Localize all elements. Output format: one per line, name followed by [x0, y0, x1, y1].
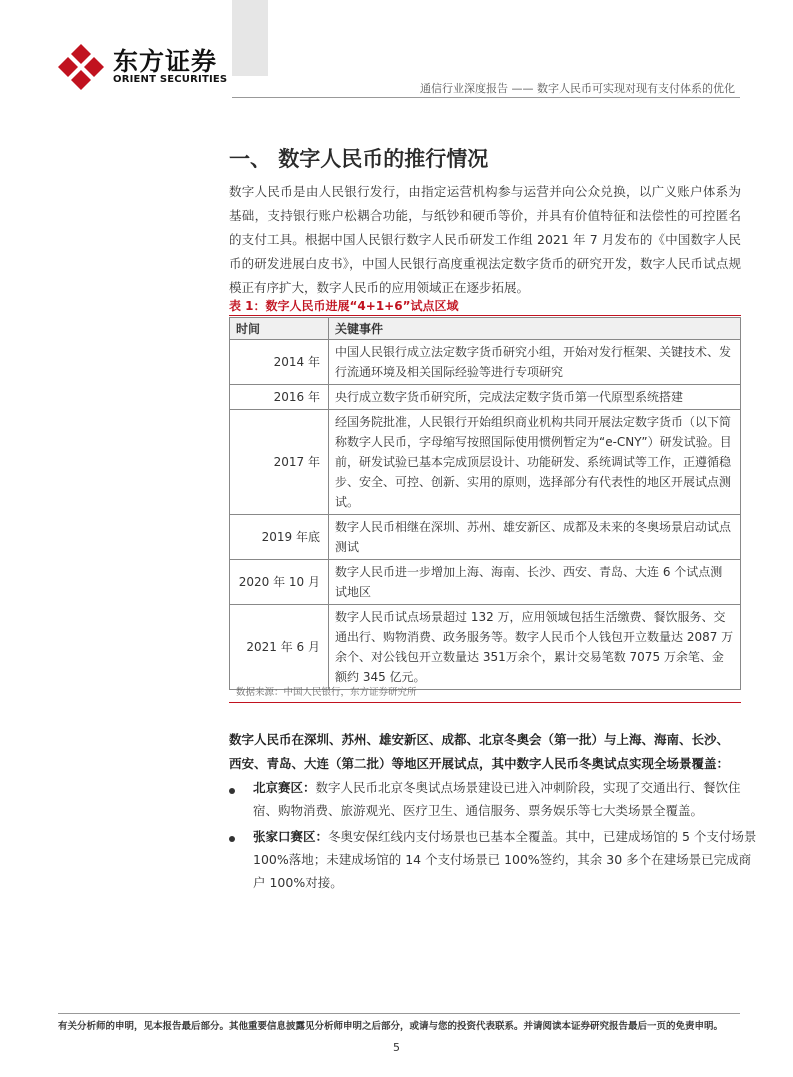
table-row: [230, 605, 741, 690]
bullet-icon: [229, 788, 235, 794]
header-divider: [232, 97, 740, 98]
table-caption: 表 1：数字人民币进展“4+1+6”试点区域: [229, 299, 459, 313]
caption-divider: [229, 315, 741, 316]
row-event: 数字人民币试点场景超过 132 万，应用领域包括生活缴费、餐饮服务、交通出行、购物消费、政务服务等。数字人民币个人钱包开立数量达 2087 万余个、对公钱包开立数量达 351万余个，累计交易笔数 7075 万余笔、金额约 345 亿元。: [329, 605, 741, 690]
bullet-text: 冬奥安保红线内支付场景也已基本全覆盖。其中，已建成场馆的 5 个支付场景 100%落地；未建成场馆的 14 个支付场景已 100%签约，其余 30 多个在建场景已完成商户 100%对接。: [253, 829, 757, 890]
row-event: 数字人民币进一步增加上海、海南、长沙、西安、青岛、大连 6 个试点测试地区: [329, 560, 741, 605]
row-event: 中国人民银行成立法定数字货币研究小组，开始对发行框架、关键技术、发行流通环境及相关国际经验等进行专项研究: [329, 340, 741, 385]
source-divider: [229, 702, 741, 703]
table-row: [230, 340, 741, 385]
footer-disclaimer: 有关分析师的申明，见本报告最后部分。其他重要信息披露见分析师申明之后部分，或请与您的投资代表联系。并请阅读本证券研究报告最后一页的免责申明。: [58, 1021, 724, 1032]
bullet-item-beijing: [253, 776, 761, 822]
row-date: 2020 年 10 月: [230, 560, 329, 605]
table-row: [230, 560, 741, 605]
section-title: 一、 数字人民币的推行情况: [229, 147, 489, 171]
table-row: [230, 410, 741, 515]
row-date: 2016 年: [230, 385, 329, 410]
bullet-item-zhangjiakou: [253, 825, 761, 894]
logo-icon: [58, 44, 104, 90]
bullet-text: 数字人民币北京冬奥试点场景建设已进入冲刺阶段，实现了交通出行、餐饮住宿、购物消费、旅游观光、医疗卫生、通信服务、票务娱乐等七大类场景全覆盖。: [253, 780, 741, 818]
intro-paragraph: 数字人民币是由人民银行发行，由指定运营机构参与运营并向公众兑换，以广义账户体系为基础，支持银行账户松耦合功能，与纸钞和硬币等价，并具有价值特征和法偿性的可控匿名的支付工具。根据中国人民银行数字人民币研发工作组 2021 年 7 月发布的《中国数字人民币的研发进展白皮书》，中国人民银行高度重视法定数字货币的研究开发，数字人民币试点规模正有序扩大，数字人民币的应用领域正在逐步拓展。: [229, 184, 741, 295]
row-event: 数字人民币相继在深圳、苏州、雄安新区、成都及未来的冬奥场景启动试点测试: [329, 515, 741, 560]
row-date: 2014 年: [230, 340, 329, 385]
milestone-table: [229, 317, 741, 690]
header-gray-bar: [232, 0, 268, 76]
row-date: 2019 年底: [230, 515, 329, 560]
page-number: 5: [393, 1041, 400, 1054]
row-event: 经国务院批准，人民银行开始组织商业机构共同开展法定数字货币（以下简称数字人民币，字母缩写按照国际使用惯例暂定为“e-CNY”）研发试验。目前，研发试验已基本完成顶层设计、功能研发、系统调试等工作，正遵循稳步、安全、可控、创新、实用的原则，选择部分有代表性的地区开展试点测试。: [329, 410, 741, 515]
footer-divider: [58, 1013, 740, 1014]
summary-paragraph: 数字人民币在深圳、苏州、雄安新区、成都、北京冬奥会（第一批）与上海、海南、长沙、西安、青岛、大连（第二批）等地区开展试点，其中数字人民币冬奥试点实现全场景覆盖：: [229, 732, 730, 771]
row-date: 2017 年: [230, 410, 329, 515]
table-header-row: [230, 318, 741, 340]
bullet-label: 张家口赛区：: [253, 829, 329, 844]
report-label: 通信行业深度报告 —— 数字人民币可实现对现有支付体系的优化: [420, 82, 735, 95]
table-row: [230, 385, 741, 410]
column-header-event: 关键事件: [329, 318, 741, 340]
row-event: 央行成立数字货币研究所，完成法定数字货币第一代原型系统搭建: [329, 385, 741, 410]
row-date: 2021 年 6 月: [230, 605, 329, 690]
bullet-label: 北京赛区：: [253, 780, 316, 795]
logo-chinese: 东方证券: [113, 47, 218, 76]
table-source: 数据来源：中国人民银行，东方证券研究所: [236, 687, 417, 698]
bullet-icon: [229, 836, 235, 842]
table-row: [230, 515, 741, 560]
logo-english: ORIENT SECURITIES: [113, 74, 228, 85]
column-header-date: 时间: [230, 318, 329, 340]
